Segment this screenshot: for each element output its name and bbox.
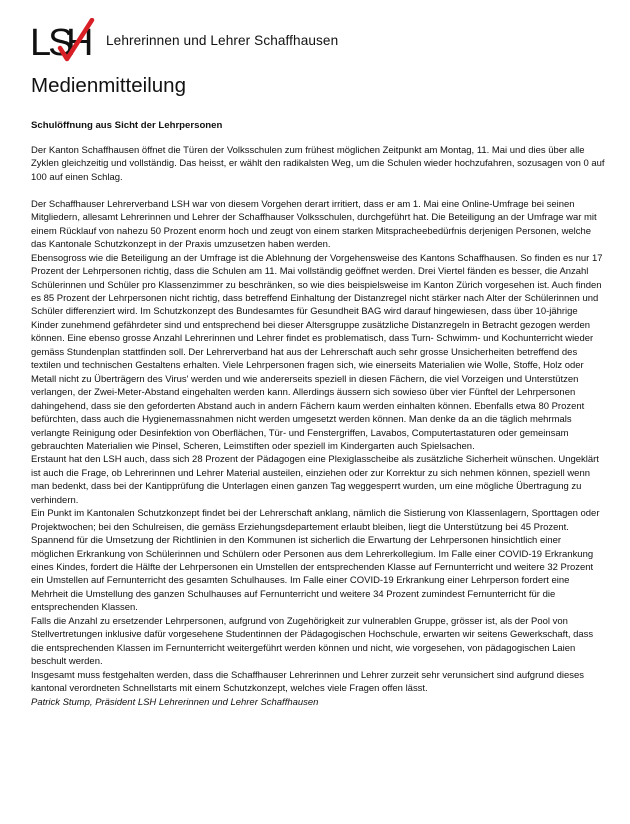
svg-text:H: H [66, 22, 94, 64]
paragraph: Der Kanton Schaffhausen öffnet die Türen der Volksschulen zum frühest möglichen Zeitpunkt am Montag, 11. Mai und dies über alle Zyklen gleichzeitig und vollständig. Das heisst, er wählt den radikalsten Weg, um die Schulen wieder hochzufahren, sozusagen von 0 auf 100 auf einen Schlag. [31, 145, 605, 183]
signature: Patrick Stump, Präsident LSH Lehrerinnen und Lehrer Schaffhausen [31, 696, 319, 708]
paragraph: Ebensogross wie die Beteiligung an der Umfrage ist die Ablehnung der Vorgehensweise des Kantons Schaffhausen. So finden es nur 17 Prozent der Lehrpersonen richtig, dass die Schulen am 11. Mai vollständig geöffnet werden. Drei Viertel fänden es besser, die Anzahl Schülerinnen und Schüler pro Klassenzimmer zu beschränken, so wie dies beispielsweise im Kanton Zürich vorgesehen ist. Auch finden es 85 Prozent der Lehrpersonen nicht richtig, dass betreffend Einhaltung der Distanzregel nicht stärker nach Alter der Schülerinnen und Schüler differenziert wird. Im Schutzkonzept des Bundesamtes für Gesundheit BAG wird darauf hingewiesen, dass über 10-jährige Kinder zunehmend gefährdeter sind und entsprechend bei dieser Altersgruppe zusätzliche Distanzregeln in Betracht gezogen werden können. Eine ebenso grosse Anzahl Lehrerinnen und Lehrer findet es problematisch, dass Turn- Schwimm- und Kochunterricht wieder gemäss Stundenplan stattfinden soll. Der Lehrerverband hat aus der Lehrerschaft auch sehr grosse Unsicherheiten betreffend des textilen und technischen Gestaltens erhalten. Viele Lehrpersonen fragen sich, wie einerseits Materialien wie Wolle, Stoffe, Holz oder Metall nicht zu Überträgern des Virus' werden und wie andererseits speziell in diesen Fächern, die viel Vorzeigen und Unterstützen verlangen, der Zwei-Meter-Abstand eingehalten werden kann. Allerdings äussern sich sowieso über vier Fünftel der Lehrpersonen dahingehend, dass sie den geforderten Abstand auch in andern Fächern kaum werden einhalten können. Ebenfalls etwa 80 Prozent befürchten, dass auch die Hygienemassnahmen nicht werden umgesetzt werden können. Man denke da an die täglich mehrmals verlangte Reinigung oder Desinfektion von Oberflächen, Tür- und Fenstergriffen, Lavabos, Computertastaturen oder gemeinsam gebrauchten Materialien wie Pinsel, Scheren, Leimstiften oder speziell im Kindergarten auch Spielsachen. [31, 252, 603, 452]
paragraph: Spannend für die Umsetzung der Richtlinien in den Kommunen ist sicherlich die Erwartung der Lehrpersonen hinsichtlich einer möglichen Erkrankung von Schülerinnen und Schülern oder Personen aus dem Lehrerkollegium. Im Falle einer COVID-19 Erkrankung eines Kindes, fordert die Hälfte der Lehrpersonen ein Umstellen der entsprechenden Klasse auf Fernunterricht und weitere 32 Prozent ein Umstellen auf Fernunterricht des gesamten Schulhauses. Im Falle einer COVID-19 Erkrankung einer Lehrperson fordert eine Mehrheit die Umstellung des ganzen Schulhauses auf Fernunterricht und weitere 34 Prozent zumindest Fernunterricht für die entsprechenden Klassen. [31, 535, 594, 614]
paragraph: Der Schaffhauser Lehrerverband LSH war von diesem Vorgehen derart irritiert, dass er am 1. Mai eine Online-Umfrage bei seinen Mitgliedern, allesamt Lehrerinnen und Lehrer der Schaffhauser Volksschulen, durchgeführt hat. Die Beteiligung an der Umfrage war mit einem Rücklauf von nahezu 50 Prozent enorm hoch und zeugt von einem starken Mitspracheebedürfnis derjenigen Personen, welche das Kantonale Schutzkonzept in der Praxis umzusetzen haben werden. [31, 198, 597, 251]
svg-text:LS: LS [30, 22, 71, 64]
press-release-body [31, 144, 606, 709]
document-subheading: Schulöffnung aus Sicht der Lehrpersonen [31, 120, 223, 131]
lsh-logo [30, 18, 96, 64]
paragraph: Erstaunt hat den LSH auch, dass sich 28 Prozent der Pädagogen eine Plexiglasscheibe als zusätzliche Sicherheit wünschen. Ungeklärt ist auch die Frage, ob Lehrerinnen und Lehrer Material austeilen, einziehen oder zur Korrektur zu sich nehmen können, speziell wenn man bedenkt, dass bei der Kantipprüfung die Unterlagen einen ganzen Tag weggesperrt wurden, um eine mögliche Übertragung zu verhindern. [31, 454, 599, 506]
paragraph: Falls die Anzahl zu ersetzender Lehrpersonen, aufgrund von Zugehörigkeit zur vulnerablen Gruppe, grösser ist, als der Pool von Stellvertretungen inklusive dafür vorgesehene Studentinnen der Pädagogischen Hochschule, erwarten wir seitens Gewerkschaft, dass die entsprechenden Klassen im Fernunterricht weitergeführt werden können und nicht, wie vorgesehen, von pädagogischen Laien beschult werden. [31, 615, 594, 668]
document-title: Medienmitteilung [31, 74, 186, 97]
paragraph: Ein Punkt im Kantonalen Schutzkonzept findet bei der Lehrerschaft anklang, nämlich die Sistierung von Klassenlagern, Sporttagen oder Projektwochen; bei den Schulreisen, die gemäss Erziehungsdepartement erlaubt bleiben, liegt die Unterstützung bei 45 Prozent. [31, 508, 600, 533]
letterhead [30, 18, 610, 64]
paragraph: Insgesamt muss festgehalten werden, dass die Schaffhauser Lehrerinnen und Lehrer zurzeit sehr verunsichert sind aufgrund dieses kantonal verordneten Schnellstarts mit einem Schutzkonzept, welches viele Fragen offen lässt. [31, 669, 585, 695]
organization-name: Lehrerinnen und Lehrer Schaffhausen [106, 33, 339, 48]
